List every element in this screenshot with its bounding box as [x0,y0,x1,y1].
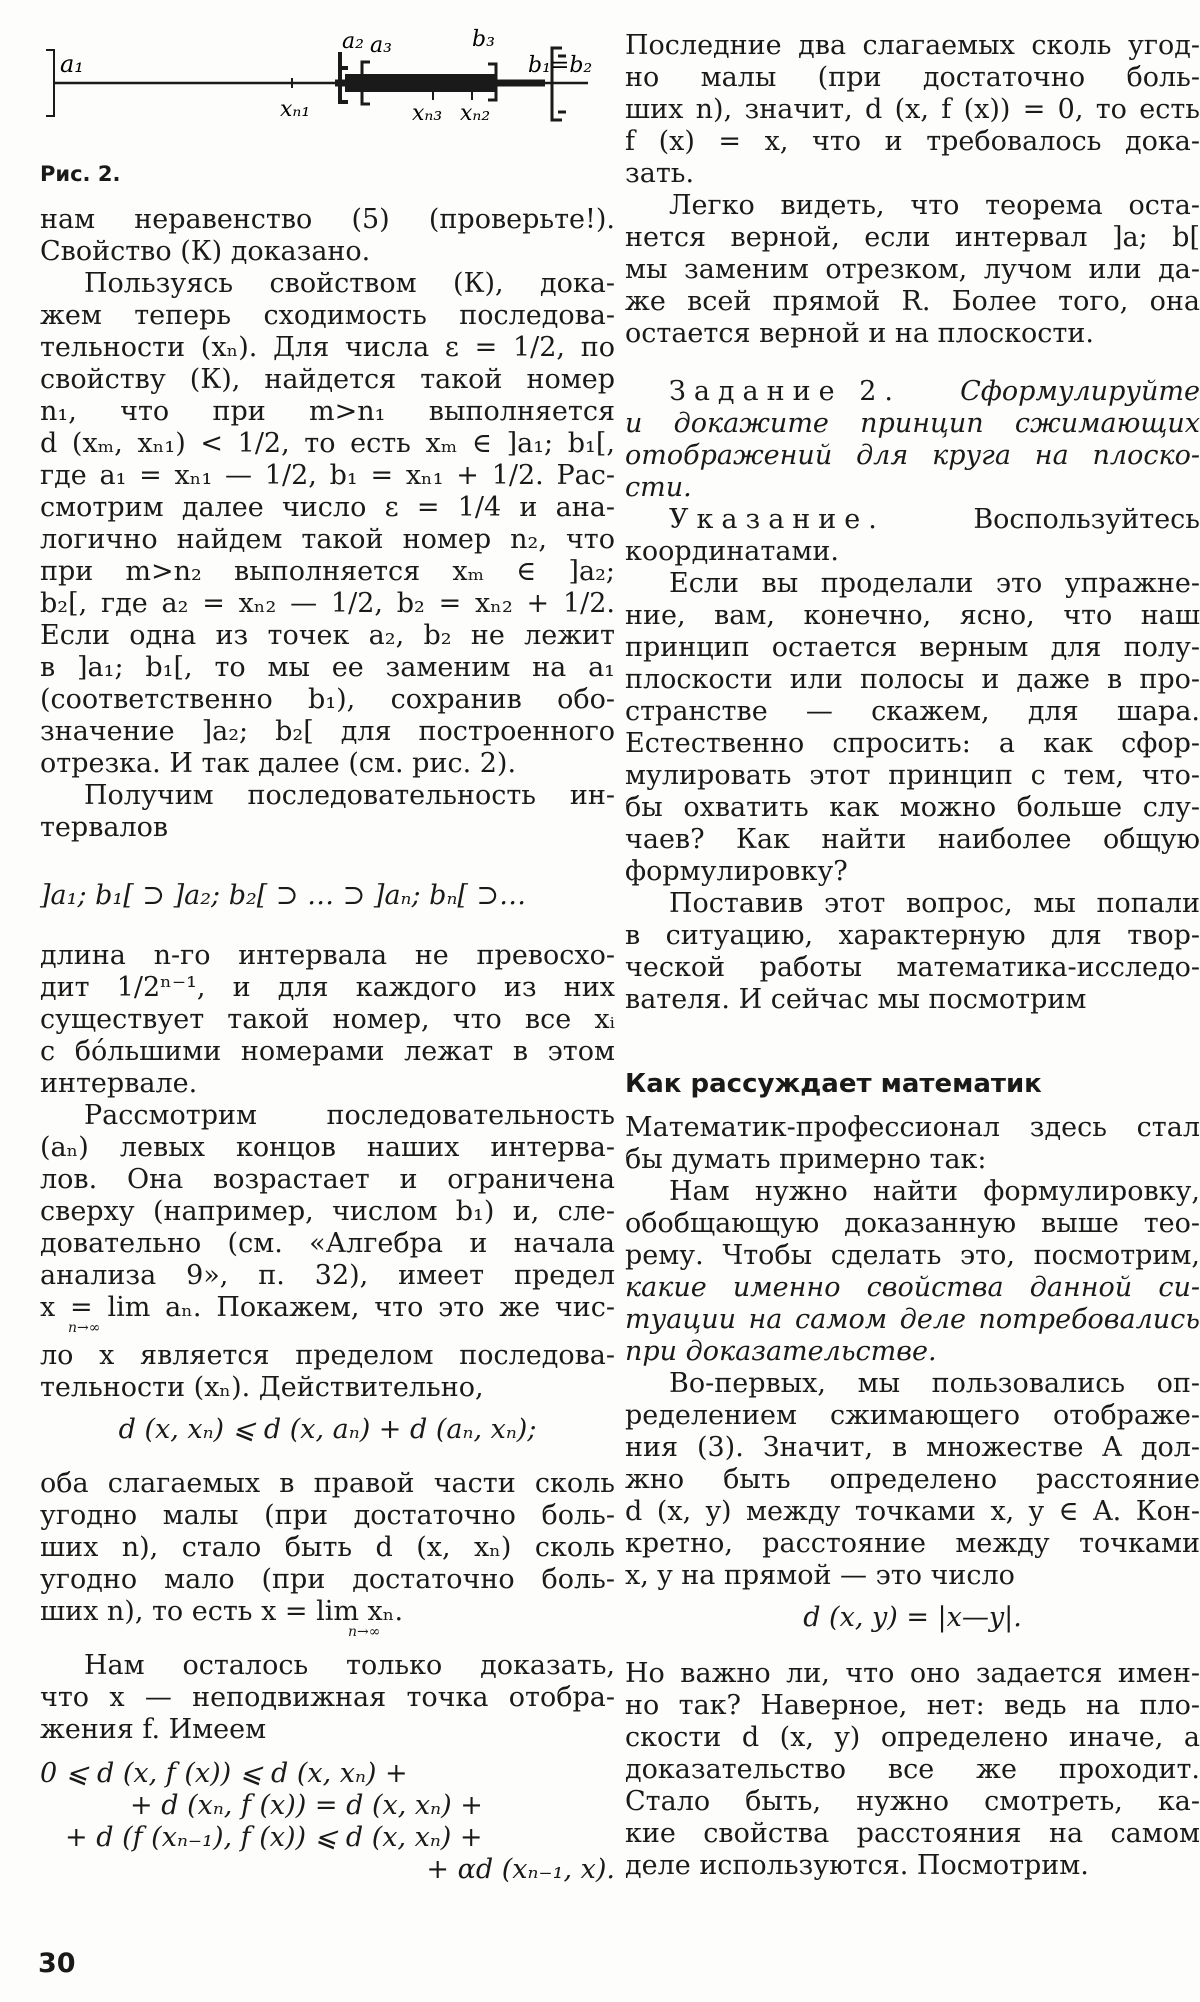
text-line: кие свойства расстояния на самом [625,1818,1200,1849]
text-line: Если одна из точек a₂, b₂ не лежит [40,620,615,651]
formula-distance: d (x, y) = |x—y|. [803,1602,1022,1633]
text-line: Пользуясь свойством (К), дока- [84,268,615,299]
label-a1: a₁ [60,50,84,78]
text-line: Поставив этот вопрос, мы попали [669,888,1200,919]
text-line: жем теперь сходимость последова- [40,300,615,331]
text-line: довательно (см. «Алгебра и начала [40,1228,615,1259]
text-line: Получим последовательность ин- [84,780,615,811]
text-line: ших n), значит, d (x, f (x)) = 0, то есть [625,94,1200,125]
text-line: какие именно свойства данной си- [625,1272,1200,1303]
text-line: но так? Наверное, нет: ведь на пло- [625,1690,1200,1721]
text-line: Нам нужно найти формулировку, [669,1176,1200,1207]
text-line: зать. [625,158,695,189]
text-line: анализа 9», п. 32), имеет предел [40,1260,615,1291]
figure-caption: Рис. 2. [40,162,121,186]
text-line: b₂[, где a₂ = xₙ₂ — 1/2, b₂ = xₙ₂ + 1/2. [40,588,615,619]
lim-subscript: n→∞ [68,1320,101,1336]
text-line: n₁, что при m>n₁ выполняется [40,396,615,427]
formula-interval-chain: ]a₁; b₁[ ⊃ ]a₂; b₂[ ⊃ … ⊃ ]aₙ; bₙ[ ⊃… [40,880,527,911]
text-line: угодно малы (при достаточно боль- [40,1500,615,1531]
text-line: доказательство все же проходит. [625,1754,1200,1785]
text-line: дит 1/2ⁿ⁻¹, и для каждого из них [40,972,615,1003]
task-2-text: Сформулируйте [960,376,1200,407]
hint-line [669,504,1200,536]
text-line: Если вы проделали это упражне- [669,568,1200,599]
text-line: с бо́льшими номерами лежат в этом [40,1036,615,1067]
text-line: координатами. [625,536,839,567]
text-line: свойству (К), найдется такой номер [40,364,615,395]
text-line: x = lim aₙ. Покажем, что это же чис- [40,1292,615,1323]
text-line: вателя. И сейчас мы посмотрим [625,984,1087,1015]
text-line: существует такой номер, что все xᵢ [40,1004,615,1035]
text-line: тельности (xₙ). Для числа ε = 1/2, по [40,332,615,363]
text-line: длина n-го интервала не превосхо- [40,940,615,971]
text-line: интервале. [40,1068,198,1099]
text-line: Легко видеть, что теорема оста- [669,190,1200,221]
text-line: жения f. Имеем [40,1714,267,1745]
task-2-label: Задание 2. [669,376,901,407]
text-line: и докажите принцип сжимающих [625,408,1200,439]
text-line: при доказательстве. [625,1336,937,1367]
text-line: принцип остается верным для полу- [625,632,1200,663]
text-line: отрезка. И так далее (см. рис. 2). [40,748,517,779]
formula-line: + d (f (xₙ₋₁), f (x)) ⩽ d (x, xₙ) + [65,1822,483,1853]
text-line: ших n), стало быть d (x, xₙ) сколь [40,1532,615,1563]
text-line: отображений для круга на плоско- [625,440,1200,471]
label-xn2: xₙ₂ [460,101,491,126]
text-line: угодно мало (при достаточно боль- [40,1564,615,1595]
formula-line: 0 ⩽ d (x, f (x)) ⩽ d (x, xₙ) + [40,1758,408,1789]
text-line: плоскости или полосы и даже в про- [625,664,1200,695]
text-line: туации на самом деле потребовались [625,1304,1200,1335]
text-line: x, y на прямой — это число [625,1560,1015,1591]
text-line: ния (3). Значит, в множестве A дол- [625,1432,1200,1463]
label-b1-b2: b₁=b₂ [528,53,593,78]
text-line: ло x является пределом последова- [40,1340,615,1371]
text-line: бы думать примерно так: [625,1144,987,1175]
text-line: странстве — скажем, для шара. [625,696,1200,727]
label-xn1: xₙ₁ [280,97,311,122]
text-line: чаев? Как найти наиболее общую [625,824,1200,855]
text-line: скости d (x, y) определено иначе, а [625,1722,1200,1753]
text-line: ние, вам, конечно, ясно, что наш [625,600,1200,631]
text-line: при m>n₂ выполняется xₘ ∈ ]a₂; [40,556,615,587]
bracket-a1 [46,50,54,116]
label-xn3: xₙ₃ [412,101,443,126]
text-line: тервалов [40,812,169,843]
text-line: значение ]a₂; b₂[ для построенного [40,716,615,747]
text-line: смотрим далее число ε = 1/4 и ана- [40,492,615,523]
text-line: ческой работы математика-исследо- [625,952,1200,983]
text-line: остается верной и на плоскости. [625,318,1094,349]
figure-2 [40,28,600,128]
text-line: лов. Она возрастает и ограничена [40,1164,615,1195]
text-line: где a₁ = xₙ₁ — 1/2, b₁ = xₙ₁ + 1/2. Рас- [40,460,615,491]
lim-subscript: n→∞ [348,1624,381,1640]
text-line: ших n), то есть x = lim xₙ. [40,1596,404,1627]
task-2-heading [669,376,1200,408]
text-line: в ситуацию, характерную для твор- [625,920,1200,951]
text-line: логично найдем такой номер n₂, что [40,524,615,555]
text-line: обобщающую доказанную выше тео- [625,1208,1200,1239]
text-line: Рассмотрим последовательность [84,1100,615,1131]
text-line: Стало быть, нужно смотреть, ка- [625,1786,1200,1817]
text-line: (соответственно b₁), сохранив обо- [40,684,615,715]
text-line: f (x) = x, что и требовалось дока- [625,126,1200,157]
text-line: рему. Чтобы сделать это, посмотрим, [625,1240,1200,1271]
text-line: d (xₘ, xₙ₁) < 1/2, то есть xₘ ∈ ]a₁; b₁[, [40,428,615,459]
text-line: ределением сжимающего отображе- [625,1400,1200,1431]
formula-line: + d (xₙ, f (x)) = d (x, xₙ) + [130,1790,483,1821]
text-line: но малы (при достаточно боль- [625,62,1200,93]
text-line: Естественно спросить: а как сфор- [625,728,1200,759]
text-line: в ]a₁; b₁[, то мы ее заменим на a₁ [40,652,615,683]
label-a2: a₂ [342,29,364,54]
text-line: мы заменим отрезком, лучом или да- [625,254,1200,285]
text-line: нам неравенство (5) (проверьте!). [40,204,615,235]
formula-line: + αd (xₙ₋₁, x). [426,1854,615,1885]
text-line: Но важно ли, что оно задается имен- [625,1658,1200,1689]
text-line: оба слагаемых в правой части сколь [40,1468,615,1499]
text-line: мулировать этот принцип с тем, что- [625,760,1200,791]
text-line: Последние два слагаемых сколь угод- [625,30,1200,61]
text-line: Свойство (К) доказано. [40,236,371,267]
text-line: сверху (например, числом b₁) и, сле- [40,1196,615,1227]
section-heading: Как рассуждает математик [625,1069,1042,1099]
page-number: 30 [38,1948,76,1979]
text-line: тельности (xₙ). Действительно, [40,1372,484,1403]
formula-triangle-inequality: d (x, xₙ) ⩽ d (x, aₙ) + d (aₙ, xₙ); [118,1414,537,1445]
text-line: сти. [625,472,692,503]
hint-label: Указание. [669,504,885,535]
text-line: Математик-профессионал здесь стал [625,1112,1200,1143]
text-line: кретно, расстояние между точками [625,1528,1200,1559]
text-line: жно быть определено расстояние [625,1464,1200,1495]
text-line: нется верной, если интервал ]a; b[ [625,222,1200,253]
text-line: формулировку? [625,856,848,887]
label-b3: b₃ [472,28,495,52]
text-line: Во-первых, мы пользовались оп- [669,1368,1200,1399]
text-line: что x — неподвижная точка отобра- [40,1682,615,1713]
text-line: бы охватить как можно больше слу- [625,792,1200,823]
text-line: Нам осталось только доказать, [84,1650,615,1681]
text-line: (aₙ) левых концов наших интерва- [40,1132,615,1163]
text-line: же всей прямой R. Более того, она [625,286,1200,317]
label-a3: a₃ [370,33,392,58]
text-line: деле используются. Посмотрим. [625,1850,1089,1881]
text-line: d (x, y) между точками x, y ∈ A. Кон- [625,1496,1200,1527]
hint-text: Воспользуйтесь [973,504,1200,535]
